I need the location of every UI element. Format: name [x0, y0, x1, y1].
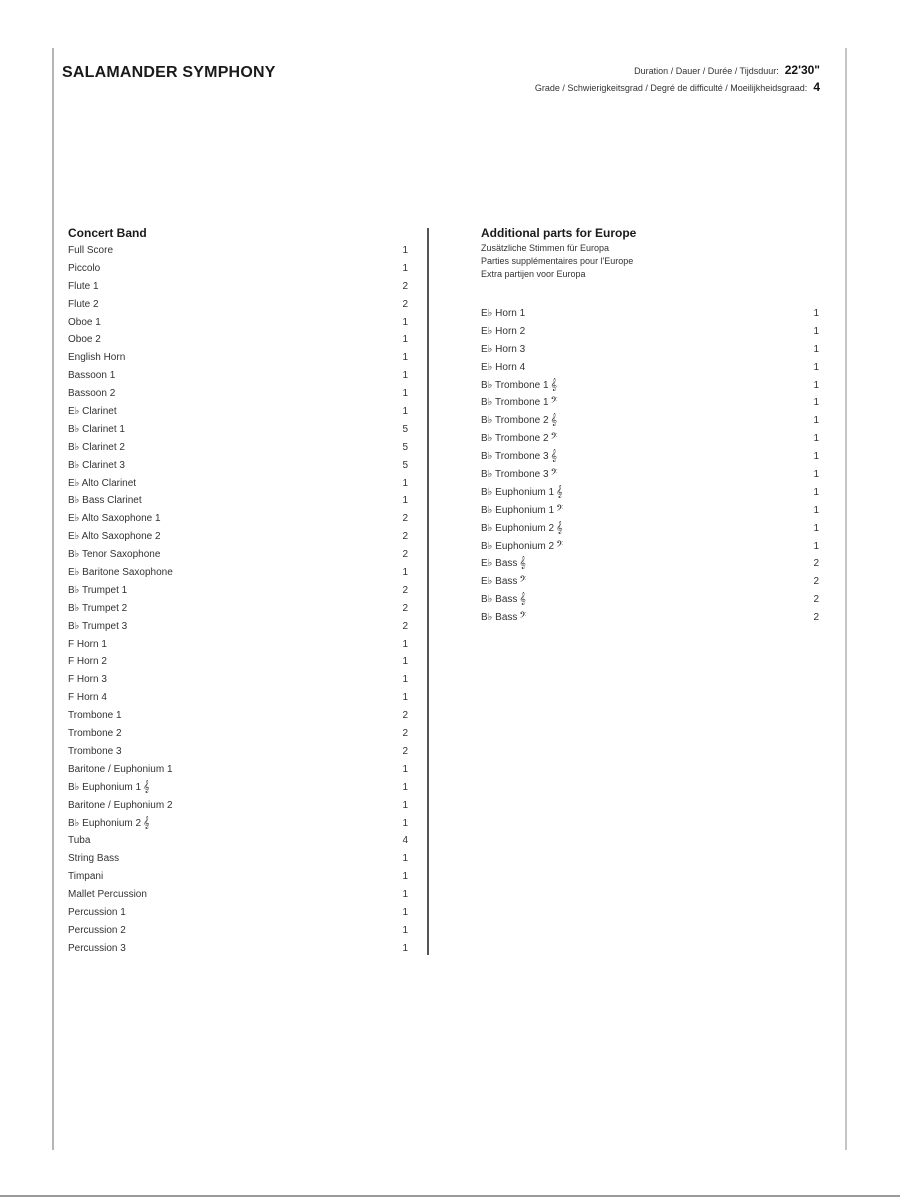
part-row: [481, 573, 819, 591]
grade-line: [535, 80, 820, 94]
part-quantity: 2: [402, 513, 408, 525]
part-name: String Bass: [68, 853, 120, 865]
part-row: [68, 439, 408, 457]
bass-clef-icon: 𝄢: [519, 574, 527, 588]
part-quantity: 4: [402, 835, 408, 847]
part-row: [68, 797, 408, 815]
part-quantity: 1: [402, 477, 408, 489]
part-row: [68, 314, 408, 332]
part-quantity: 1: [402, 656, 408, 668]
concert-band-parts-list: [68, 242, 408, 958]
part-row: [481, 448, 819, 466]
part-row: [481, 323, 819, 341]
part-quantity: 1: [813, 522, 819, 534]
part-row: [68, 385, 408, 403]
part-quantity: 2: [813, 576, 819, 588]
part-row: [68, 349, 408, 367]
part-name: Tuba: [68, 835, 91, 847]
part-name: English Horn: [68, 352, 126, 364]
part-quantity: 2: [402, 710, 408, 722]
part-name: Percussion 1: [68, 906, 126, 918]
part-row: [68, 886, 408, 904]
part-row: [68, 242, 408, 260]
part-name: B♭ Trombone 2: [481, 415, 549, 427]
part-quantity: 1: [402, 942, 408, 954]
part-quantity: 1: [402, 853, 408, 865]
part-name: B♭ Trombone 1: [481, 379, 549, 391]
part-quantity: 2: [402, 298, 408, 310]
document-title: SALAMANDER SYMPHONY: [62, 64, 276, 81]
part-name: B♭ Trumpet 2: [68, 602, 128, 614]
part-row: [68, 457, 408, 475]
part-name: F Horn 1: [68, 638, 107, 650]
part-row: [68, 475, 408, 493]
part-name: B♭ Euphonium 1: [481, 486, 555, 498]
part-quantity: 1: [402, 370, 408, 382]
part-row: [481, 609, 819, 627]
part-name: B♭ Euphonium 2: [481, 540, 555, 552]
part-name: B♭ Bass Clarinet: [68, 495, 142, 507]
part-name: B♭ Euphonium 2: [68, 817, 142, 829]
part-row: [68, 761, 408, 779]
part-row: [481, 591, 819, 609]
part-row: [68, 940, 408, 958]
part-row: [481, 538, 819, 556]
part-row: [481, 359, 819, 377]
part-row: [68, 564, 408, 582]
part-name: B♭ Trombone 3: [481, 469, 549, 481]
part-quantity: 1: [402, 889, 408, 901]
part-row: [481, 377, 819, 395]
part-quantity: 1: [813, 540, 819, 552]
part-quantity: 2: [402, 280, 408, 292]
part-row: [68, 618, 408, 636]
part-row: [68, 510, 408, 528]
europe-heading: Additional parts for Europe: [481, 226, 637, 240]
treble-clef-icon: 𝄞: [143, 779, 150, 793]
part-row: [68, 636, 408, 654]
part-row: [68, 904, 408, 922]
part-name: E♭ Alto Saxophone 2: [68, 531, 161, 543]
part-name: E♭ Baritone Saxophone: [68, 567, 173, 579]
part-quantity: 1: [402, 674, 408, 686]
part-row: [68, 260, 408, 278]
part-name: B♭ Clarinet 1: [68, 423, 125, 435]
part-quantity: 1: [813, 325, 819, 337]
part-name: F Horn 3: [68, 674, 107, 686]
part-quantity: 1: [402, 638, 408, 650]
bass-clef-icon: 𝄢: [550, 395, 558, 409]
part-quantity: 1: [813, 397, 819, 409]
part-row: [68, 492, 408, 510]
part-quantity: 2: [402, 620, 408, 632]
part-row: [68, 671, 408, 689]
part-quantity: 2: [813, 594, 819, 606]
treble-clef-icon: 𝄞: [550, 449, 558, 463]
page-border-bottom: [0, 1195, 900, 1197]
part-name: Trombone 3: [68, 745, 122, 757]
part-name: Flute 1: [68, 280, 99, 292]
part-row: [68, 367, 408, 385]
europe-subheading-de: Zusätzliche Stimmen für Europa: [481, 243, 610, 253]
part-name: Timpani: [68, 871, 104, 883]
part-row: [481, 466, 819, 484]
part-name: B♭ Trumpet 1: [68, 584, 128, 596]
part-name: Trombone 1: [68, 710, 122, 722]
part-name: E♭ Horn 2: [481, 325, 526, 337]
part-name: F Horn 4: [68, 692, 107, 704]
europe-subheading-fr: Parties supplémentaires pour l'Europe: [481, 256, 634, 266]
part-quantity: 1: [402, 781, 408, 793]
part-name: Flute 2: [68, 298, 99, 310]
part-row: [68, 832, 408, 850]
part-name: Full Score: [68, 245, 114, 256]
part-quantity: 1: [813, 486, 819, 498]
part-name: B♭ Trombone 1: [481, 397, 549, 409]
part-quantity: 1: [402, 799, 408, 811]
part-name: Piccolo: [68, 262, 101, 274]
treble-clef-icon: 𝄞: [143, 815, 150, 829]
part-quantity: 1: [402, 495, 408, 507]
part-name: B♭ Trombone 3: [481, 451, 549, 463]
part-row: [68, 403, 408, 421]
part-quantity: 1: [402, 817, 408, 829]
part-name: B♭ Euphonium 1: [68, 781, 142, 793]
grade-value: 4: [813, 80, 820, 94]
part-quantity: 1: [402, 388, 408, 400]
part-quantity: 1: [402, 406, 408, 418]
part-name: Percussion 2: [68, 924, 126, 936]
part-name: B♭ Clarinet 2: [68, 441, 125, 453]
part-row: [481, 412, 819, 430]
concert-band-heading: Concert Band: [68, 226, 147, 240]
grade-label: Grade / Schwierigkeitsgrad / Degré de difficulté / Moeilijkheidsgraad:: [534, 83, 808, 93]
part-row: [68, 922, 408, 940]
part-row: [68, 725, 408, 743]
page-border-left: [52, 48, 54, 1150]
part-quantity: 1: [402, 262, 408, 274]
page-border-right: [845, 48, 847, 1150]
part-name: Oboe 2: [68, 334, 101, 346]
part-name: E♭ Horn 4: [481, 361, 526, 373]
duration-line: [634, 63, 820, 77]
part-name: Baritone / Euphonium 1: [68, 763, 173, 775]
part-quantity: 1: [813, 361, 819, 373]
part-quantity: 1: [402, 567, 408, 579]
part-quantity: 1: [813, 379, 819, 391]
part-row: [68, 743, 408, 761]
part-quantity: 5: [402, 459, 408, 471]
part-name: E♭ Alto Saxophone 1: [68, 513, 161, 525]
duration-value: 22'30": [784, 63, 820, 77]
treble-clef-icon: 𝄞: [550, 413, 558, 427]
part-name: B♭ Euphonium 2: [481, 522, 555, 534]
part-quantity: 2: [813, 558, 819, 570]
part-name: B♭ Tenor Saxophone: [68, 549, 161, 561]
part-quantity: 2: [402, 584, 408, 596]
part-quantity: 2: [813, 612, 819, 624]
part-quantity: 1: [813, 343, 819, 355]
part-quantity: 1: [813, 433, 819, 445]
part-name: Baritone / Euphonium 2: [68, 799, 173, 811]
part-name: B♭ Bass: [481, 594, 518, 606]
part-quantity: 1: [402, 334, 408, 346]
part-name: E♭ Horn 3: [481, 343, 526, 355]
treble-clef-icon: 𝄞: [556, 484, 563, 498]
part-quantity: 1: [813, 504, 819, 516]
part-quantity: 1: [402, 906, 408, 918]
treble-clef-icon: 𝄞: [556, 520, 563, 534]
part-quantity: 1: [402, 871, 408, 883]
part-row: [481, 555, 819, 573]
part-row: [68, 296, 408, 314]
part-quantity: 1: [402, 245, 408, 256]
part-quantity: 1: [402, 692, 408, 704]
part-quantity: 1: [402, 763, 408, 775]
part-quantity: 1: [813, 469, 819, 481]
part-name: Bassoon 2: [68, 388, 116, 400]
part-row: [481, 484, 819, 502]
part-quantity: 2: [402, 549, 408, 561]
part-name: Mallet Percussion: [68, 889, 147, 901]
part-name: B♭ Euphonium 1: [481, 504, 555, 516]
part-name: B♭ Trombone 2: [481, 433, 549, 445]
part-quantity: 2: [402, 602, 408, 614]
part-row: [68, 278, 408, 296]
part-name: E♭ Bass: [481, 576, 518, 588]
part-name: B♭ Clarinet 3: [68, 459, 125, 471]
part-row: [68, 707, 408, 725]
part-row: [481, 394, 819, 412]
part-row: [68, 850, 408, 868]
part-name: E♭ Clarinet: [68, 406, 117, 418]
bass-clef-icon: 𝄢: [519, 610, 527, 624]
part-quantity: 2: [402, 745, 408, 757]
europe-parts-list: [481, 305, 819, 627]
part-row: [481, 520, 819, 538]
part-name: B♭ Bass: [481, 612, 518, 624]
bass-clef-icon: 𝄢: [550, 467, 558, 481]
duration-label: Duration / Dauer / Durée / Tijdsduur:: [634, 66, 779, 76]
part-quantity: 1: [813, 415, 819, 427]
part-row: [68, 546, 408, 564]
part-row: [68, 600, 408, 618]
part-row: [481, 430, 819, 448]
part-row: [481, 305, 819, 323]
part-name: Trombone 2: [68, 728, 122, 740]
europe-section: [481, 226, 819, 627]
part-row: [68, 689, 408, 707]
part-quantity: 2: [402, 728, 408, 740]
part-quantity: 1: [813, 451, 819, 463]
part-row: [68, 779, 408, 797]
part-row: [68, 421, 408, 439]
part-name: Bassoon 1: [68, 370, 116, 382]
part-name: F Horn 2: [68, 656, 107, 668]
part-row: [481, 502, 819, 520]
part-row: [68, 868, 408, 886]
concert-band-section: [68, 226, 408, 958]
part-quantity: 1: [402, 924, 408, 936]
part-row: [68, 653, 408, 671]
column-divider: [427, 228, 429, 955]
part-name: E♭ Alto Clarinet: [68, 477, 137, 489]
treble-clef-icon: 𝄞: [550, 377, 558, 391]
part-quantity: 1: [813, 308, 819, 319]
part-quantity: 5: [402, 423, 408, 435]
part-name: E♭ Horn 1: [481, 308, 526, 319]
bass-clef-icon: 𝄢: [550, 431, 558, 445]
part-name: E♭ Bass: [481, 558, 518, 570]
part-name: B♭ Trumpet 3: [68, 620, 128, 632]
part-row: [68, 528, 408, 546]
part-quantity: 1: [402, 316, 408, 328]
part-row: [68, 815, 408, 833]
part-quantity: 2: [402, 531, 408, 543]
bass-clef-icon: 𝄢: [556, 502, 564, 516]
part-name: Oboe 1: [68, 316, 101, 328]
part-name: Percussion 3: [68, 942, 126, 954]
treble-clef-icon: 𝄞: [519, 592, 526, 606]
part-row: [68, 582, 408, 600]
part-row: [68, 331, 408, 349]
part-quantity: 5: [402, 441, 408, 453]
europe-subheading-nl: Extra partijen voor Europa: [481, 269, 586, 279]
bass-clef-icon: 𝄢: [556, 538, 564, 552]
part-row: [481, 341, 819, 359]
treble-clef-icon: 𝄞: [519, 556, 526, 570]
part-quantity: 1: [402, 352, 408, 364]
